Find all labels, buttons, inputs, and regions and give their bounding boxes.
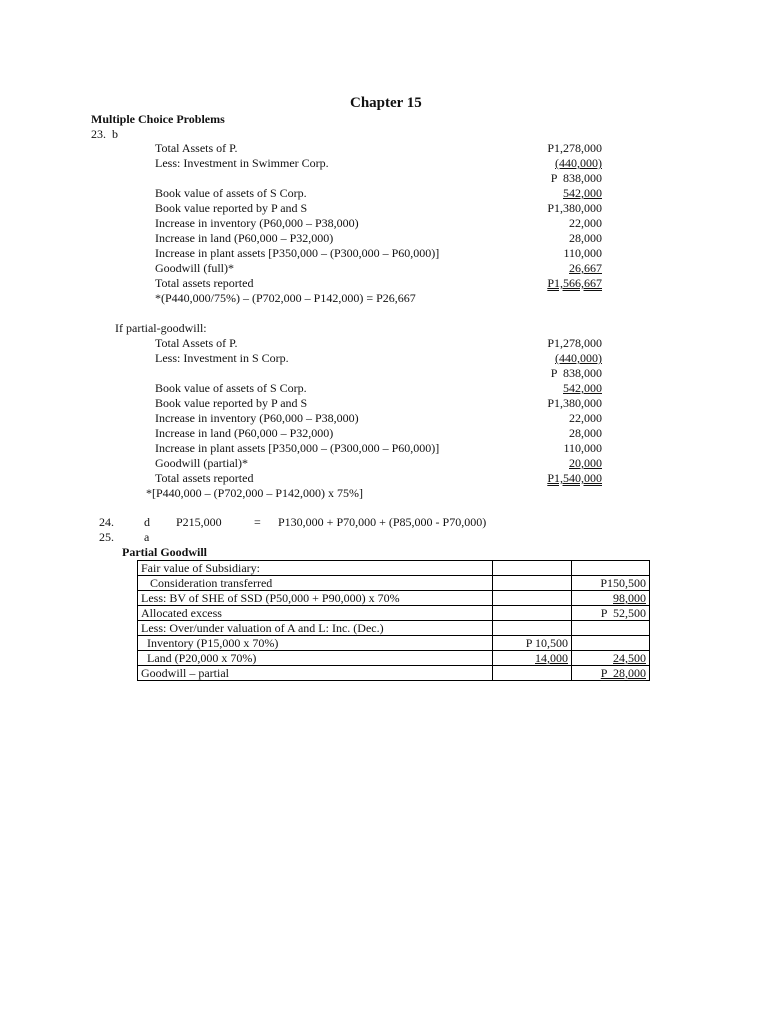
- partial-row-label: Increase in plant assets [P350,000 – (P300,000 – P60,000)]: [155, 441, 440, 455]
- table-cell: Less: BV of SHE of SSD (P50,000 + P90,000) x 70%: [138, 591, 493, 606]
- question-24-formula: P130,000 + P70,000 + (P85,000 - P70,000): [278, 515, 487, 529]
- table-cell: [493, 576, 572, 591]
- section-heading: Multiple Choice Problems: [91, 112, 225, 126]
- table-cell: P 10,500: [493, 636, 572, 651]
- partial-row-amount: 110,000: [563, 441, 602, 455]
- q23-row-label: Total Assets of P.: [155, 141, 238, 155]
- partial-row-amount: P1,380,000: [547, 396, 602, 410]
- table-row: [138, 666, 650, 681]
- table-cell: P150,500: [572, 576, 650, 591]
- q23-row-label: Less: Investment in Swimmer Corp.: [155, 156, 329, 170]
- q23-row-amount: 542,000: [563, 186, 602, 200]
- question-24-number: 24.: [99, 515, 114, 529]
- q23-row-amount: P1,566,667: [547, 276, 602, 290]
- question-25-answer: a: [144, 530, 150, 544]
- table-cell-value: P 28,000: [600, 666, 646, 680]
- partial-row-amount: (440,000): [555, 351, 602, 365]
- q23-footnote: *(P440,000/75%) – (P702,000 – P142,000) = P26,667: [155, 291, 416, 305]
- q23-row-amount: 28,000: [569, 231, 602, 245]
- table-cell: Consideration transferred: [138, 576, 493, 591]
- table-row: [138, 651, 650, 666]
- question-24-amount: P215,000: [176, 515, 222, 529]
- table-cell: [572, 591, 650, 606]
- partial-row-label: Book value reported by P and S: [155, 396, 308, 410]
- partial-goodwill-table: [137, 560, 650, 681]
- q23-row-label: Book value of assets of S Corp.: [155, 186, 307, 200]
- table-cell: [572, 561, 650, 576]
- table-row: [138, 636, 650, 651]
- partial-row-label: Book value of assets of S Corp.: [155, 381, 307, 395]
- table-cell: [572, 621, 650, 636]
- q23-row-label: Total assets reported: [155, 276, 254, 290]
- table-cell: [572, 666, 650, 681]
- partial-row-amount: 28,000: [569, 426, 602, 440]
- partial-row-label: Less: Investment in S Corp.: [155, 351, 289, 365]
- table-cell: [572, 636, 650, 651]
- partial-row-amount: 542,000: [563, 381, 602, 395]
- partial-row-amount: 22,000: [569, 411, 602, 425]
- partial-row-label: Increase in land (P60,000 – P32,000): [155, 426, 334, 440]
- table-cell-value: 24,500: [613, 651, 646, 665]
- question-24-answer: d: [144, 515, 150, 529]
- q23-row-label: Increase in inventory (P60,000 – P38,000): [155, 216, 359, 230]
- table-cell-value: 98,000: [613, 591, 646, 605]
- q23-row-amount: (440,000): [555, 156, 602, 170]
- table-row: [138, 561, 650, 576]
- table-cell: Less: Over/under valuation of A and L: Inc. (Dec.): [138, 621, 493, 636]
- table-cell: Allocated excess: [138, 606, 493, 621]
- partial-row-amount: 20,000: [569, 456, 602, 470]
- table-row: [138, 621, 650, 636]
- partial-heading: If partial-goodwill:: [115, 321, 207, 335]
- question-24-equals: =: [254, 515, 261, 529]
- question-25-number: 25.: [99, 530, 114, 544]
- partial-row-amount: P1,540,000: [547, 471, 602, 485]
- table-cell: [493, 591, 572, 606]
- q23-row-label: Increase in land (P60,000 – P32,000): [155, 231, 334, 245]
- table-cell: [493, 606, 572, 621]
- table-cell-value: 14,000: [535, 651, 568, 665]
- partial-row-amount: P1,278,000: [547, 336, 602, 350]
- table-row: [138, 591, 650, 606]
- partial-row-amount: P 838,000: [550, 366, 602, 380]
- q23-row-amount: P 838,000: [550, 171, 602, 185]
- q23-row-amount: P1,380,000: [547, 201, 602, 215]
- table-cell: Fair value of Subsidiary:: [138, 561, 493, 576]
- table-row: [138, 576, 650, 591]
- table-cell: [493, 561, 572, 576]
- table-cell: Inventory (P15,000 x 70%): [138, 636, 493, 651]
- table-cell: Land (P20,000 x 70%): [138, 651, 493, 666]
- partial-row-label: Increase in inventory (P60,000 – P38,000): [155, 411, 359, 425]
- table-cell: [493, 651, 572, 666]
- table-cell: P 52,500: [572, 606, 650, 621]
- q23-row-label: Book value reported by P and S: [155, 201, 308, 215]
- q23-row-amount: 110,000: [563, 246, 602, 260]
- table-cell: [493, 666, 572, 681]
- chapter-title: Chapter 15: [350, 95, 422, 111]
- partial-row-label: Goodwill (partial)*: [155, 456, 248, 470]
- q23-row-amount: 26,667: [569, 261, 602, 275]
- table-cell: [493, 621, 572, 636]
- question-23-label: 23. b: [91, 127, 118, 141]
- partial-row-label: Total Assets of P.: [155, 336, 238, 350]
- table-cell: [572, 651, 650, 666]
- table-row: [138, 606, 650, 621]
- q23-row-label: Increase in plant assets [P350,000 – (P300,000 – P60,000)]: [155, 246, 440, 260]
- partial-goodwill-heading: Partial Goodwill: [122, 545, 207, 559]
- partial-row-label: Total assets reported: [155, 471, 254, 485]
- q23-row-label: Goodwill (full)*: [155, 261, 234, 275]
- q23-row-amount: 22,000: [569, 216, 602, 230]
- q23-row-amount: P1,278,000: [547, 141, 602, 155]
- table-cell: Goodwill – partial: [138, 666, 493, 681]
- partial-footnote: *[P440,000 – (P702,000 – P142,000) x 75%]: [146, 486, 364, 500]
